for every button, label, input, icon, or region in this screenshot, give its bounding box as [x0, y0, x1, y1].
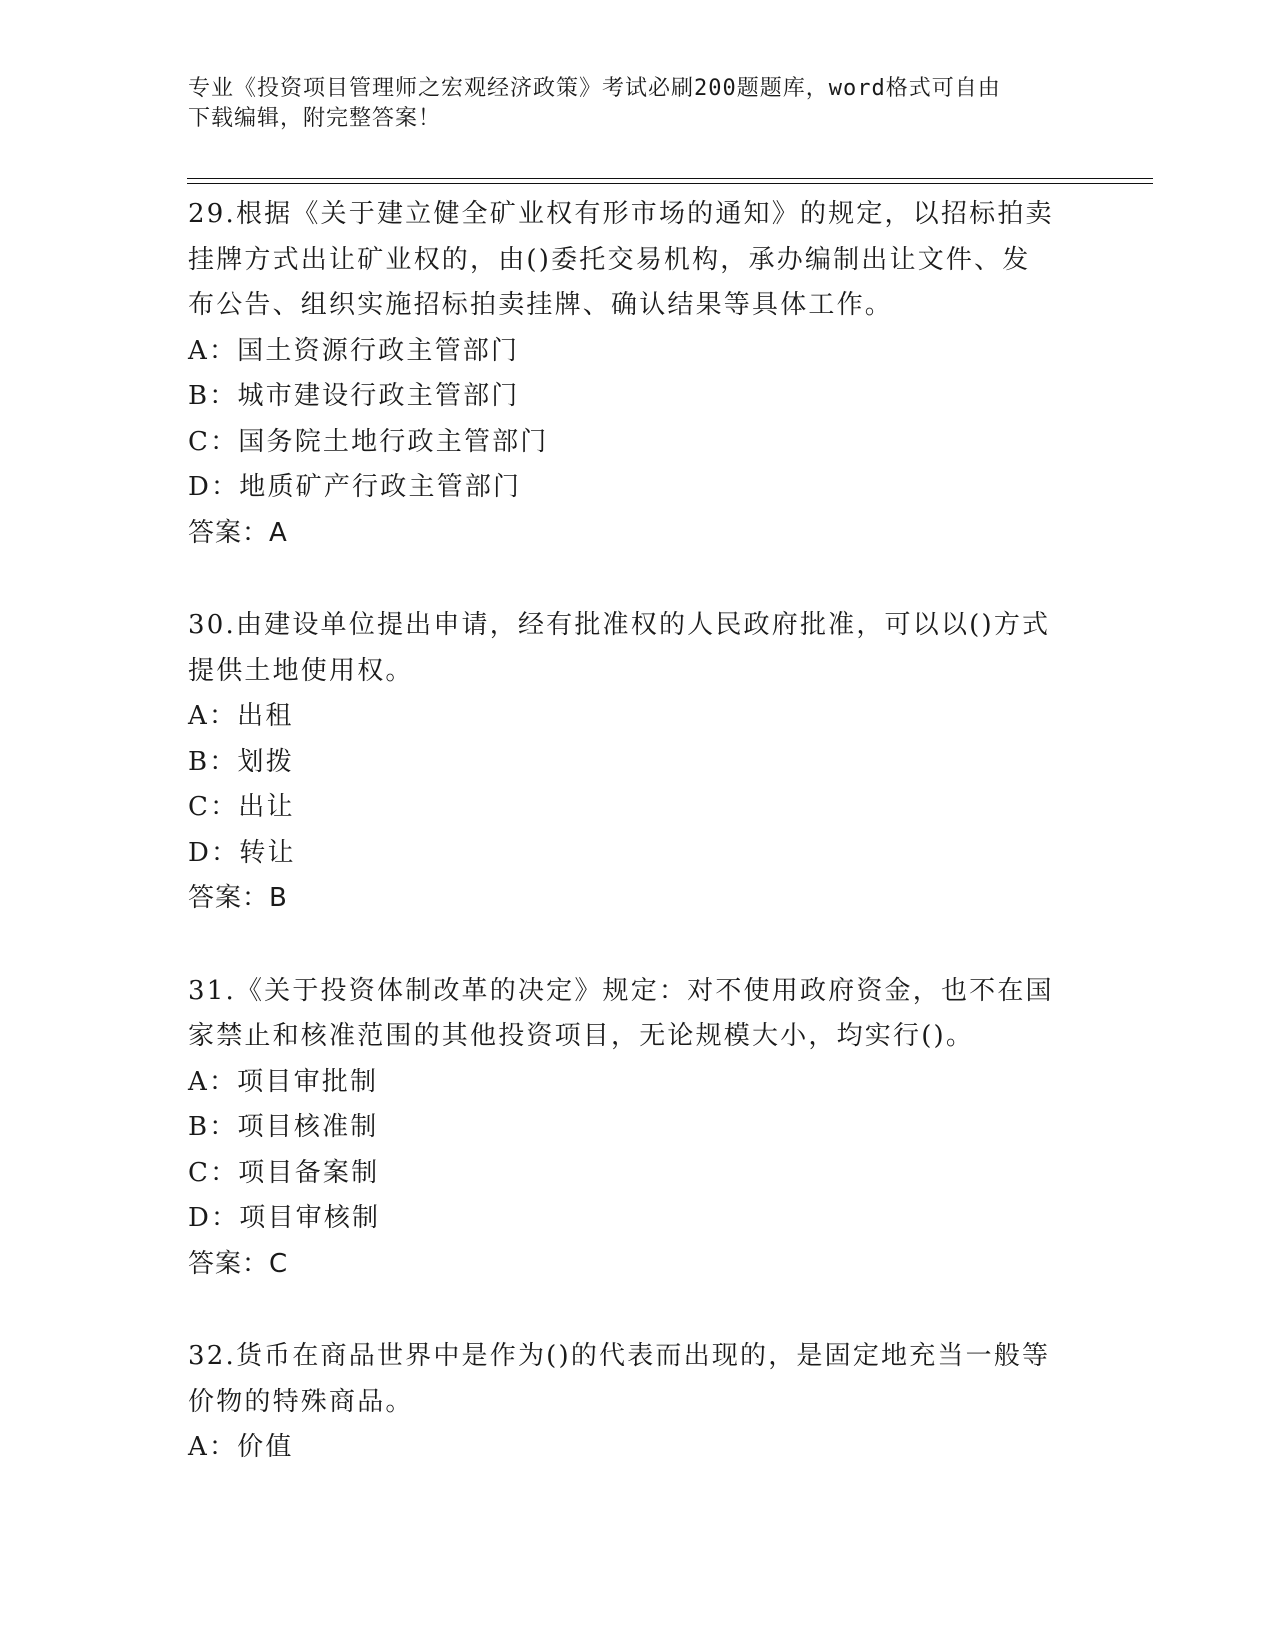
question-30	[188, 603, 1078, 922]
answer: 答案：B	[188, 883, 288, 913]
option-a: A：出租	[188, 701, 294, 731]
option-b: B：城市建设行政主管部门	[188, 381, 520, 411]
question-text-line: 29.根据《关于建立健全矿业权有形市场的通知》的规定，以招标拍卖	[188, 199, 1054, 229]
option-d: D：项目审核制	[188, 1203, 381, 1233]
question-text-line: 31.《关于投资体制改革的决定》规定：对不使用政府资金，也不在国	[188, 975, 1054, 1006]
question-text-line: 挂牌方式出让矿业权的，由()委托交易机构，承办编制出让文件、发	[188, 244, 1031, 275]
question-29	[188, 192, 1078, 556]
question-text-line: 布公告、组织实施招标拍卖挂牌、确认结果等具体工作。	[188, 290, 894, 320]
spacer	[188, 922, 1078, 969]
spacer	[188, 556, 1078, 603]
header-line-1: 专业《投资项目管理师之宏观经济政策》考试必刷200题题库，word格式可自由	[188, 76, 1001, 101]
option-b: B：项目核准制	[188, 1112, 379, 1142]
option-a: A：项目审批制	[188, 1066, 379, 1097]
header-rule-bottom	[187, 183, 1153, 184]
spacer	[188, 1287, 1078, 1334]
question-text-line: 价物的特殊商品。	[188, 1386, 414, 1417]
header-line-2: 下载编辑，附完整答案！	[188, 106, 442, 131]
answer: 答案：C	[188, 1248, 289, 1279]
question-list	[188, 192, 1078, 1471]
option-d: D：转让	[188, 837, 296, 868]
option-a: A：国土资源行政主管部门	[188, 335, 520, 366]
question-text-line: 32.货币在商品世界中是作为()的代表而出现的，是固定地充当一般等	[188, 1341, 1051, 1371]
document-header	[188, 74, 1068, 134]
question-text-line: 家禁止和核准范围的其他投资项目，无论规模大小，均实行()。	[188, 1021, 975, 1051]
option-d: D：地质矿产行政主管部门	[188, 472, 522, 502]
option-c: C：项目备案制	[188, 1157, 380, 1188]
question-text-line: 提供土地使用权。	[188, 655, 414, 686]
option-c: C：出让	[188, 792, 295, 822]
option-c: C：国务院土地行政主管部门	[188, 426, 549, 457]
header-rule-top	[187, 178, 1153, 179]
option-b: B：划拨	[188, 746, 294, 777]
answer: 答案：A	[188, 517, 288, 548]
option-a: A：价值	[188, 1432, 294, 1462]
question-32	[188, 1334, 1078, 1471]
question-text-line: 30.由建设单位提出申请，经有批准权的人民政府批准，可以以()方式	[188, 610, 1051, 640]
question-31	[188, 969, 1078, 1288]
